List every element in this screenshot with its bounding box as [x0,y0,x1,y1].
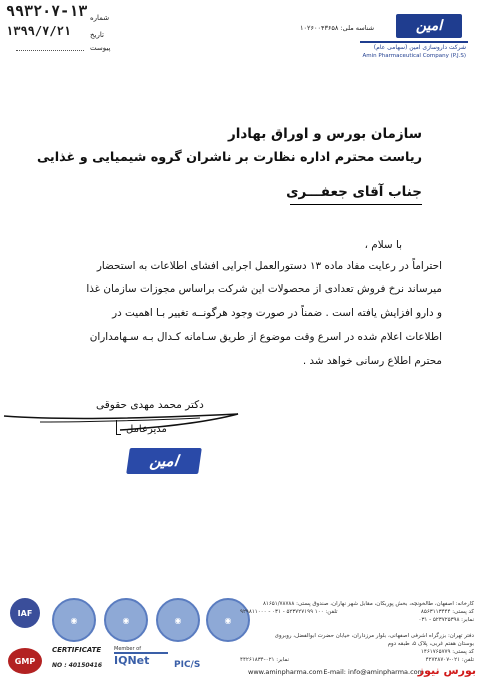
tehran-contact [240,656,474,664]
signature-bracket [116,420,121,435]
footer-web-row [248,668,424,676]
body-line-1: احتراماً در رعایت مفاد ماده ۱۳ دستورالعمل اجرایی افشای اطلاعات به استحضار [96,260,442,272]
greeting: با سلام ، [364,239,402,251]
signer-name: دکتر محمد مهدی حقوقی [96,399,204,411]
letter-number-label: شماره [90,14,110,22]
iqnet-member-label: Member of [114,646,141,652]
iqnet-label: IQNet [114,652,168,667]
recipient-line-2: ریاست محترم اداره نظارت بر ناشران گروه شیمیایی و غذایی [36,150,422,165]
footer-website[interactable]: www.aminpharma.com [248,668,323,676]
body-line-3: و دارو افزایش یافته است . ضمناً در صورت وجود هرگونــه تغییر بـا اهمیت در [112,307,442,319]
footer-email[interactable]: E-mail: info@aminpharma.com [323,668,424,676]
factory-contact [240,608,474,616]
logo-text: امین [415,18,443,34]
cert-badge-3-mark: ◉ [174,615,182,625]
recipient-line-1: سازمان بورس و اوراق بهادار [227,126,422,142]
certificate-block [52,646,112,676]
iaf-label: IAF [17,608,33,618]
gmp-logo [8,648,42,674]
recipient-underline [290,204,422,205]
letter-number-value: ۹۹۳۲۰۷-۱۳ [6,2,88,20]
letter-meta [4,2,124,54]
watermark: بورس نیوز [417,664,476,677]
factory-postal: کد پستی: ۸۵۶۳۱۱۳۴۴۴ [420,609,474,615]
factory-phone: تلفن: ۱۰۰ ۵۲۳۷۲۷۱۹۹ - ۰۳۱ - ۹۲۹۸۱۱۰۰۰ [240,609,338,615]
factory-fax: نمابر: ۵۲۳۷۲۵۳۹۸ - ۰۳۱ [418,617,474,623]
cert-badge-1-mark: ◉ [70,615,78,625]
company-stamp-logo [126,448,202,474]
cert-badge-4-mark: ◉ [224,615,232,625]
header-rule [360,41,468,43]
company-name-en: Amin Pharmaceutical Company (P.J.S) [362,53,466,59]
certificate-label: CERTIFICATE [52,646,102,654]
company-logo [396,14,462,38]
body-line-2: میرساند نرخ فروش تعدادی از محصولات این شرکت براساس مجوزات سازمان غذا [86,283,442,295]
footer-spacer [240,624,474,632]
iaf-logo [10,598,40,628]
footer-address [240,600,474,664]
tehran-fax: نمابر: ۰۲۱-۴۴۲۶۱۸۳۴ [240,657,290,663]
tehran-phone: تلفن: ۰۲۱-۴۲۷۲۸۷۰۷ [425,657,474,663]
body-line-5: محترم اطلاع رسانی خواهد شد . [302,355,442,367]
attachment-label: پیوست [90,44,111,52]
recipient-line-3: جناب آقای جعفـــری [286,184,422,200]
tehran-address-2: بوستان هفتم غربی، پلاک ۵، طبقه دوم [387,641,474,647]
national-id-value: ۱۰۲۶۰۰۴۳۶۵۸ [300,24,339,32]
national-id-label: شناسه ملی: [340,24,375,32]
factory-address: کارخانه: اصفهان، طالخونچه، بخش پوربکان، مقابل شهر نهاران، صندوق پستی: ۸۱۶۵۱/۷۸۷۸۸ [262,601,474,607]
handwritten-signature [0,410,250,450]
cert-badge-2 [104,598,148,642]
pics-label: PIC/S [174,660,201,670]
letter-date-value: ۱۳۹۹/۷/۲۱ [6,24,72,38]
company-header [300,10,470,62]
pics-logo [174,652,224,672]
tehran-address: دفتر تهران: بزرگراه اشرفی اصفهانی، بلوار مرزداران، خیابان حضرت ابوالفضل، روبروی [274,633,474,639]
iqnet-block [114,646,168,676]
signer-title: مدیرعامل [126,424,167,435]
gmp-label: GMP [14,656,36,666]
letter-date-label: تاریخ [90,31,104,39]
cert-badge-2-mark: ◉ [122,615,130,625]
stamp-logo-text: امین [148,452,180,470]
body-line-4: اطلاعات اعلام شده در اسرع وقت موضوع از طریق سـامانه کـدال بـه سـهامداران [89,331,442,343]
company-name-fa: شرکت داروسازی امین (سهامی عام) [373,44,466,51]
attachment-dotted-line [16,50,84,51]
cert-badge-1 [52,598,96,642]
national-id [300,24,374,32]
tehran-postal: کد پستی: ۱۴۶۱۷۶۵۷۷۹ [420,649,474,655]
cert-badge-3 [156,598,200,642]
certificate-number: NO : 40150416 [52,662,103,669]
